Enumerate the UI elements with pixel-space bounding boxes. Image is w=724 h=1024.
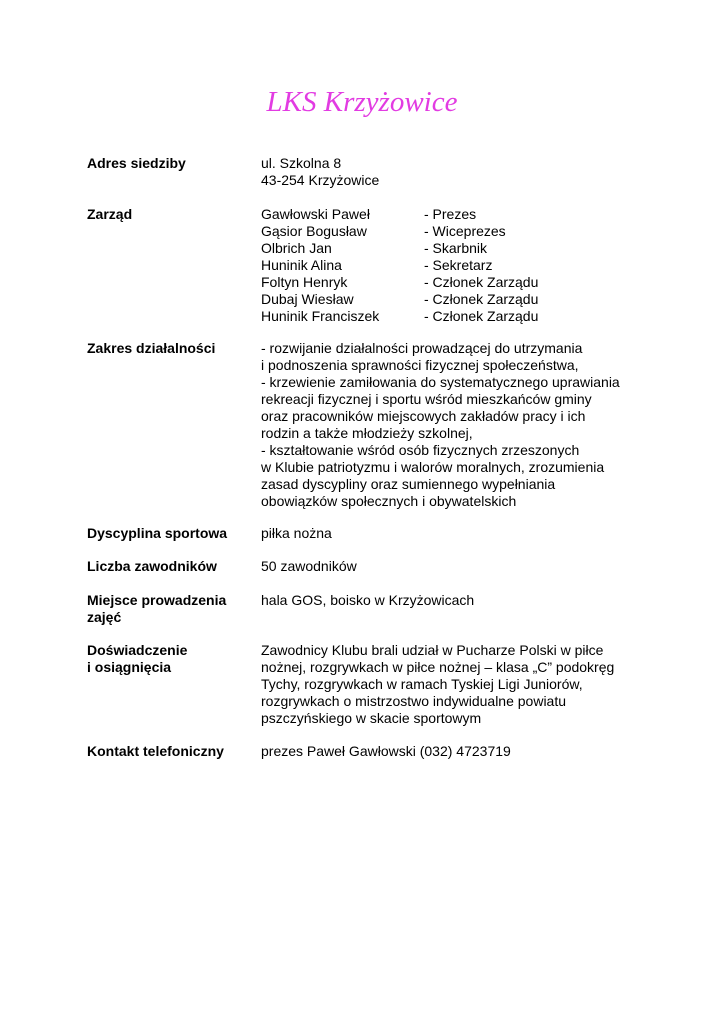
experience-label-line: i osiągnięcia [87, 659, 172, 675]
address-line: ul. Szkolna 8 [261, 155, 342, 171]
board-member [261, 257, 651, 274]
board-member-name: Foltyn Henryk [261, 274, 348, 290]
board-member-name: Dubaj Wiesław [261, 291, 354, 307]
address-label: Adres siedziby [87, 155, 186, 171]
activities-line: i podnoszenia sprawności fizycznej społeczeństwa, [261, 357, 579, 373]
board-member [261, 291, 651, 308]
document-title: LKS Krzyżowice [266, 86, 458, 118]
board-list [261, 206, 651, 325]
address-line: 43-254 Krzyżowice [261, 172, 380, 188]
board-member [261, 223, 651, 240]
experience-label-line: Doświadczenie [87, 642, 188, 658]
activities-label: Zakres działalności [87, 340, 216, 356]
board-member-name: Olbrich Jan [261, 240, 332, 256]
board-member-role: - Sekretarz [424, 257, 493, 273]
venue-label-line: zajęć [87, 609, 122, 625]
board-member-role: - Członek Zarządu [424, 308, 539, 324]
experience-line: Zawodnicy Klubu brali udział w Pucharze Polski w piłce [261, 642, 604, 658]
experience-line: nożnej, rozgrywkach w piłce nożnej – klasa „C” podokręg [261, 659, 615, 675]
activities-line: rekreacji fizycznej i sportu wśród mieszkańców gminy [261, 391, 592, 407]
activities-text [261, 340, 651, 510]
activities-line: w Klubie patriotyzmu i walorów moralnych, zrozumienia [261, 459, 605, 475]
activities-line: - rozwijanie działalności prowadzącej do utrzymania [261, 340, 583, 356]
experience-label [87, 642, 257, 676]
players-label: Liczba zawodników [87, 558, 217, 574]
board-member [261, 240, 651, 257]
board-member-name: Gawłowski Paweł [261, 206, 370, 222]
discipline-label: Dyscyplina sportowa [87, 525, 228, 541]
activities-line: rodzin a także młodzieży szkolnej, [261, 425, 473, 441]
activities-line: zasad dyscypliny oraz sumiennego wypełniania [261, 476, 556, 492]
venue-label [87, 592, 257, 626]
contact-value: prezes Paweł Gawłowski (032) 4723719 [261, 743, 511, 759]
activities-line: obowiązków społecznych i obywatelskich [261, 493, 517, 509]
discipline-value: piłka nożna [261, 525, 332, 541]
board-member [261, 206, 651, 223]
venue-value: hala GOS, boisko w Krzyżowicach [261, 592, 475, 608]
board-member-role: - Członek Zarządu [424, 274, 539, 290]
board-label: Zarząd [87, 206, 133, 222]
board-member-role: - Prezes [424, 206, 477, 222]
experience-line: Tychy, rozgrywkach w ramach Tyskiej Ligi Juniorów, [261, 676, 583, 692]
experience-line: pszczyńskiego w skacie sportowym [261, 710, 482, 726]
experience-text [261, 642, 651, 727]
activities-line: - krzewienie zamiłowania do systematycznego uprawiania [261, 374, 620, 390]
board-member-name: Huninik Franciszek [261, 308, 380, 324]
board-member-name: Huninik Alina [261, 257, 342, 273]
players-value: 50 zawodników [261, 558, 357, 574]
activities-line: - kształtowanie wśród osób fizycznych zrzeszonych [261, 442, 580, 458]
board-member-role: - Wiceprezes [424, 223, 506, 239]
activities-line: oraz pracowników miejscowych zakładów pracy i ich [261, 408, 586, 424]
address-value [261, 155, 651, 189]
board-member [261, 274, 651, 291]
board-member-name: Gąsior Bogusław [261, 223, 367, 239]
contact-label: Kontakt telefoniczny [87, 743, 224, 759]
board-member-role: - Członek Zarządu [424, 291, 539, 307]
experience-line: rozgrywkach o mistrzostwo indywidualne powiatu [261, 693, 567, 709]
board-member-role: - Skarbnik [424, 240, 488, 256]
board-member [261, 308, 651, 325]
venue-label-line: Miejsce prowadzenia [87, 592, 227, 608]
